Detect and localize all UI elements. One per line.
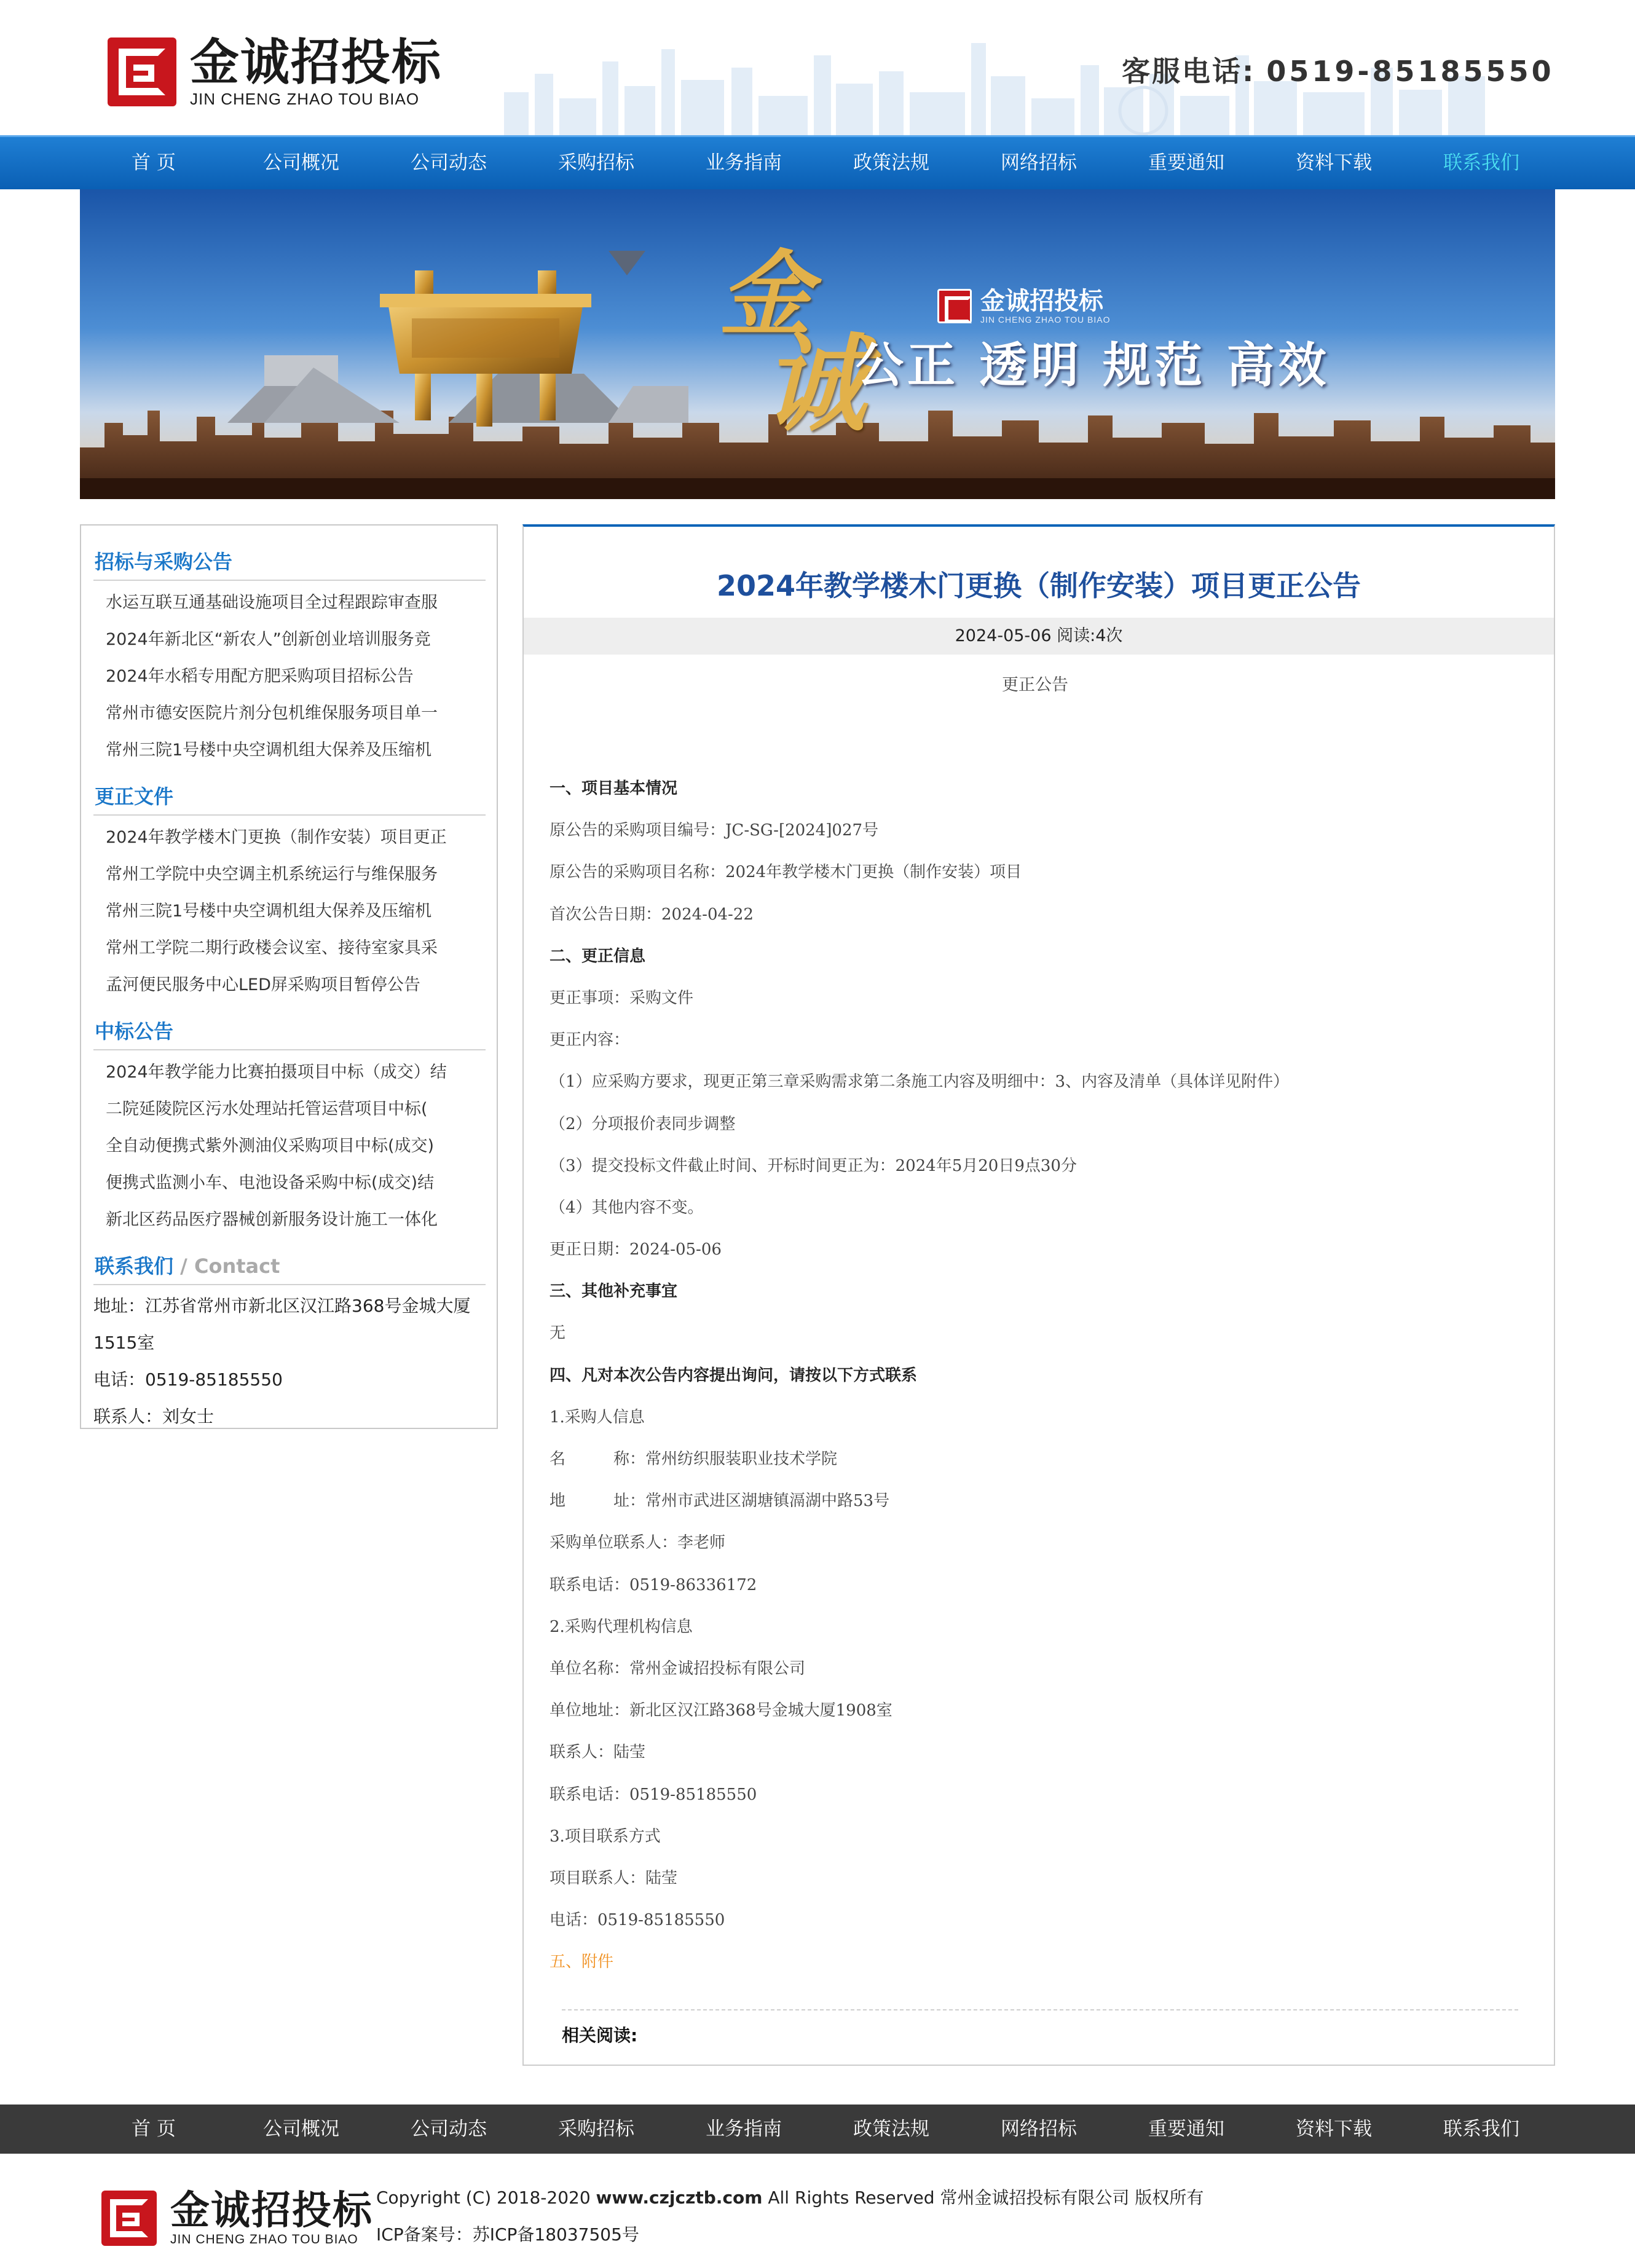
article-line: （3）提交投标文件截止时间、开标时间更正为：2024年5月20日9点30分 [550, 1156, 1077, 1175]
footer-logo-mark-icon [101, 2191, 157, 2246]
logo-cn-text: 金诚招投标 [190, 34, 442, 91]
nav-item-6[interactable]: 网络招标 [1001, 152, 1077, 174]
nav-item-9[interactable]: 联系我们 [1443, 152, 1519, 174]
section-heading: 二、更正信息 [550, 947, 646, 966]
icp-record[interactable]: ICP备案号：苏ICP备18037505号 [376, 2224, 639, 2245]
related-reading-label: 相关阅读: [562, 2025, 638, 2046]
sidebar-list [93, 1050, 486, 1238]
article-line: 3.项目联系方式 [550, 1827, 661, 1846]
copyright-suffix: All Rights Reserved 常州金诚招投标有限公司 版权所有 [762, 2187, 1204, 2208]
attachment-heading[interactable]: 五、附件 [550, 1953, 614, 1972]
sidebar-list [93, 581, 486, 769]
article-line: 单位名称：常州金诚招投标有限公司 [550, 1659, 806, 1678]
sidebar-link[interactable]: 2024年教学楼木门更换（制作安装）项目更正 [106, 828, 447, 847]
sidebar [80, 524, 498, 1429]
sidebar-section-title[interactable]: 招标与采购公告 [93, 543, 486, 581]
sidebar-link[interactable]: 2024年水稻专用配方肥采购项目招标公告 [106, 667, 414, 686]
contact-title-cn: 联系我们 [95, 1254, 174, 1278]
contact-address-room: 1515室 [93, 1333, 155, 1353]
logo-en-text: JIN CHENG ZHAO TOU BIAO [190, 90, 420, 108]
nav-item-2[interactable]: 公司动态 [411, 152, 487, 174]
sidebar-link[interactable]: 孟河便民服务中心LED屏采购项目暂停公告 [106, 975, 420, 994]
footer-nav [0, 2105, 1635, 2154]
banner-brand-en: JIN CHENG ZHAO TOU BIAO [980, 315, 1111, 325]
article-line: 采购单位联系人：李老师 [550, 1534, 726, 1553]
article-line: 联系人：陆莹 [550, 1743, 646, 1762]
sidebar-contact [93, 1247, 486, 1435]
hero-banner [80, 189, 1555, 499]
article-line: 2.采购代理机构信息 [550, 1617, 693, 1636]
footer-logo-en: JIN CHENG ZHAO TOU BIAO [170, 2232, 358, 2246]
footer-nav-item-8[interactable]: 资料下载 [1296, 2118, 1372, 2140]
site-header [0, 0, 1635, 135]
related-divider [562, 2009, 1518, 2010]
nav-item-3[interactable]: 采购招标 [558, 152, 634, 174]
copyright-domain-link[interactable]: www.czjcztb.com [596, 2187, 763, 2208]
footer-nav-item-3[interactable]: 采购招标 [558, 2118, 634, 2140]
calligraphy-cheng: 诚 [762, 323, 867, 446]
article-meta: 2024-05-06 阅读:4次 [524, 618, 1554, 655]
sidebar-list [93, 816, 486, 1004]
footer-nav-item-9[interactable]: 联系我们 [1443, 2118, 1519, 2140]
article-line: 更正内容： [550, 1031, 630, 1050]
footer-logo-cn: 金诚招投标 [170, 2188, 373, 2234]
sidebar-link[interactable]: 全自动便携式紫外测油仪采购项目中标(成交) [106, 1136, 435, 1156]
contact-address: 地址：江苏省常州市新北区汉江路368号金城大厦 [93, 1296, 471, 1316]
footer-nav-item-6[interactable]: 网络招标 [1001, 2118, 1077, 2140]
copyright-line [376, 2179, 1204, 2216]
main-nav [0, 135, 1635, 189]
contact-title-en: / Contact [180, 1254, 280, 1278]
nav-item-7[interactable]: 重要通知 [1148, 152, 1224, 174]
footer-nav-item-0[interactable]: 首 页 [132, 2118, 176, 2140]
hotline-label: 客服电话: [1122, 55, 1256, 88]
service-hotline [1122, 49, 1554, 90]
article-line: （4）其他内容不变。 [550, 1198, 704, 1217]
section-heading: 三、其他补充事宜 [550, 1282, 678, 1301]
article-lines [550, 768, 1521, 1983]
sidebar-section-title[interactable]: 更正文件 [93, 778, 486, 816]
sidebar-link[interactable]: 水运互联互通基础设施项目全过程跟踪审查服 [106, 593, 438, 612]
article-line: 1.采购人信息 [550, 1408, 645, 1427]
article-line: 原公告的采购项目编号：JC-SG-[2024]027号 [550, 821, 879, 840]
article-line: 单位地址：新北区汉江路368号金城大厦1908室 [550, 1701, 892, 1720]
article-line: 无 [550, 1324, 566, 1343]
footer-nav-item-5[interactable]: 政策法规 [853, 2118, 929, 2140]
copyright-block [376, 2179, 1204, 2253]
article-line: 电话：0519-85185550 [550, 1911, 725, 1930]
footer-nav-item-1[interactable]: 公司概况 [263, 2118, 339, 2140]
article-line: 地 址：常州市武进区湖塘镇滆湖中路53号 [550, 1492, 890, 1511]
article-line: 更正日期：2024-05-06 [550, 1240, 722, 1259]
sidebar-link[interactable]: 2024年新北区“新农人”创新创业培训服务竞 [106, 630, 431, 649]
sidebar-link[interactable]: 二院延陵院区污水处理站托管运营项目中标( [106, 1100, 428, 1119]
article-line: 更正事项：采购文件 [550, 988, 694, 1007]
banner-brand [937, 288, 1111, 325]
banner-brand-cn: 金诚招投标 [980, 287, 1103, 315]
footer-logo[interactable] [101, 2189, 373, 2247]
nav-item-4[interactable]: 业务指南 [706, 152, 782, 174]
sidebar-link[interactable]: 常州工学院二期行政楼会议室、接待室家具采 [106, 939, 438, 958]
section-heading: 一、项目基本情况 [550, 779, 678, 798]
footer-nav-item-4[interactable]: 业务指南 [706, 2118, 782, 2140]
sidebar-section-tender [93, 543, 486, 769]
sidebar-link[interactable]: 常州工学院中央空调主机系统运行与维保服务 [106, 865, 438, 884]
article-line: （2）分项报价表同步调整 [550, 1114, 736, 1133]
contact-person: 联系人：刘女士 [93, 1406, 215, 1427]
article-line: 首次公告日期：2024-04-22 [550, 905, 754, 924]
nav-item-8[interactable]: 资料下载 [1296, 152, 1372, 174]
banner-logo-icon [937, 289, 972, 323]
site-footer [0, 2154, 1635, 2268]
article-line: 联系电话：0519-86336172 [550, 1575, 757, 1594]
footer-nav-item-7[interactable]: 重要通知 [1148, 2118, 1224, 2140]
sidebar-link[interactable]: 常州三院1号楼中央空调机组大保养及压缩机 [106, 741, 432, 760]
section-heading: 四、凡对本次公告内容提出询问，请按以下方式联系 [550, 1366, 918, 1385]
article-line: （1）应采购方要求，现更正第三章采购需求第二条施工内容及明细中：3、内容及清单（具体详见附件） [550, 1073, 1290, 1092]
site-logo[interactable] [108, 36, 442, 108]
copyright-prefix: Copyright (C) 2018-2020 [376, 2187, 596, 2208]
logo-mark-icon [108, 37, 176, 106]
hotline-number: 0519-85185550 [1266, 55, 1554, 88]
sidebar-section-title[interactable]: 中标公告 [93, 1012, 486, 1050]
contact-phone: 电话：0519-85185550 [93, 1369, 283, 1390]
calligraphy-jin: 金 [719, 240, 812, 348]
sidebar-section-award [93, 1012, 486, 1238]
article-line: 联系电话：0519-85185550 [550, 1785, 757, 1804]
article-panel [522, 524, 1555, 2066]
sidebar-link[interactable]: 新北区药品医疗器械创新服务设计施工一体化 [106, 1210, 438, 1229]
banner-slogan: 公正 透明 规范 高效 [856, 338, 1330, 393]
nav-item-0[interactable]: 首 页 [132, 152, 176, 174]
contact-title [93, 1247, 486, 1285]
sidebar-link[interactable]: 便携式监测小车、电池设备采购中标(成交)结 [106, 1173, 435, 1192]
article-line: 项目联系人：陆莹 [550, 1868, 678, 1888]
nav-item-5[interactable]: 政策法规 [853, 152, 929, 174]
sidebar-section-correction [93, 778, 486, 1004]
article-subtitle: 更正公告 [1002, 675, 1068, 695]
sidebar-link[interactable]: 2024年教学能力比赛拍摄项目中标（成交）结 [106, 1063, 447, 1082]
nav-item-1[interactable]: 公司概况 [263, 152, 339, 174]
article-title: 2024年教学楼木门更换（制作安装）项目更正公告 [716, 569, 1361, 602]
sidebar-link[interactable]: 常州市德安医院片剂分包机维保服务项目单一 [106, 704, 438, 723]
article-line: 名 称：常州纺织服装职业技术学院 [550, 1450, 838, 1468]
footer-nav-item-2[interactable]: 公司动态 [411, 2118, 487, 2140]
article-line: 原公告的采购项目名称：2024年教学楼木门更换（制作安装）项目 [550, 863, 1022, 882]
sidebar-link[interactable]: 常州三院1号楼中央空调机组大保养及压缩机 [106, 902, 432, 921]
